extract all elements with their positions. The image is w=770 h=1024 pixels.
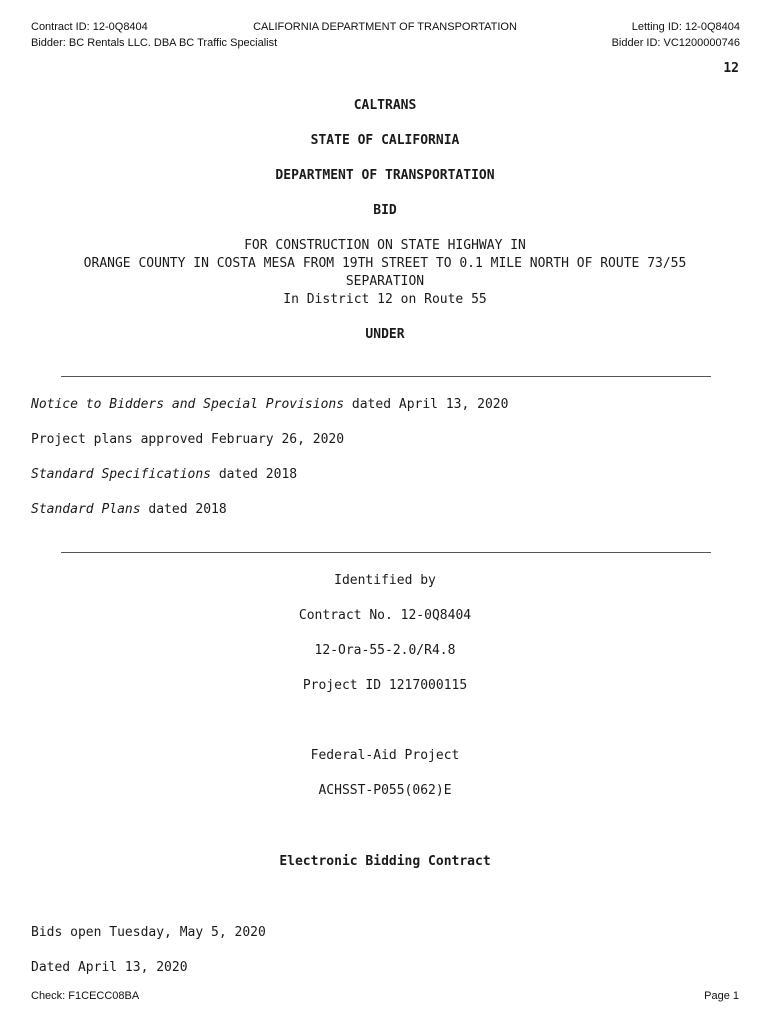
location-code: 12-Ora-55-2.0/R4.8	[314, 643, 456, 658]
under-label: UNDER	[365, 327, 405, 342]
std-specs-line	[31, 466, 297, 484]
divider-bottom	[61, 552, 711, 553]
header-right	[612, 19, 740, 51]
federal-aid-label: Federal-Aid Project	[310, 748, 460, 763]
footer-check: Check: F1CECC08BA	[31, 990, 140, 1002]
divider-top	[61, 376, 711, 377]
header-bidder-id: Bidder ID: VC1200000746	[611, 37, 740, 49]
notice-title: Notice to Bidders and Special Provisions	[31, 397, 345, 412]
title-caltrans: CALTRANS	[353, 98, 417, 113]
project-line-2: ORANGE COUNTY IN COSTA MESA FROM 19TH STREET TO 0.1 MILE NORTH OF ROUTE 73/55	[83, 256, 687, 271]
plans-line: Project plans approved February 26, 2020	[31, 432, 345, 447]
dated: Dated April 13, 2020	[31, 960, 188, 975]
header-bidder: Bidder: BC Rentals LLC. DBA BC Traffic Specialist	[31, 37, 278, 49]
identified-by: Identified by	[334, 573, 436, 588]
notice-date: dated April 13, 2020	[344, 397, 509, 412]
title-bid: BID	[373, 203, 397, 218]
title-state: STATE OF CALIFORNIA	[310, 133, 460, 148]
std-plans-date: dated 2018	[140, 502, 227, 517]
title-department: DEPARTMENT OF TRANSPORTATION	[275, 168, 495, 183]
std-plans-line	[31, 501, 227, 519]
std-specs-title: Standard Specifications	[31, 467, 212, 482]
project-line-3: SEPARATION	[345, 274, 425, 289]
header-letting-id: Letting ID: 12-0Q8404	[631, 21, 740, 33]
std-plans-title: Standard Plans	[31, 502, 141, 517]
project-line-1: FOR CONSTRUCTION ON STATE HIGHWAY IN	[244, 238, 526, 253]
footer-page: Page 1	[704, 990, 739, 1002]
page-number-top: 12	[723, 61, 739, 76]
header-department-text: CALIFORNIA DEPARTMENT OF TRANSPORTATION	[253, 21, 517, 33]
std-specs-date: dated 2018	[211, 467, 298, 482]
project-id: Project ID 1217000115	[302, 678, 468, 693]
electronic-bidding-label: Electronic Bidding Contract	[279, 854, 491, 869]
notice-line	[31, 396, 508, 414]
header-contract-id: Contract ID: 12-0Q8404	[31, 21, 148, 33]
federal-aid-number: ACHSST-P055(062)E	[318, 783, 452, 798]
header-left	[31, 19, 277, 51]
contract-number: Contract No. 12-0Q8404	[298, 608, 472, 623]
bids-open: Bids open Tuesday, May 5, 2020	[31, 925, 266, 940]
project-line-4: In District 12 on Route 55	[283, 292, 487, 307]
